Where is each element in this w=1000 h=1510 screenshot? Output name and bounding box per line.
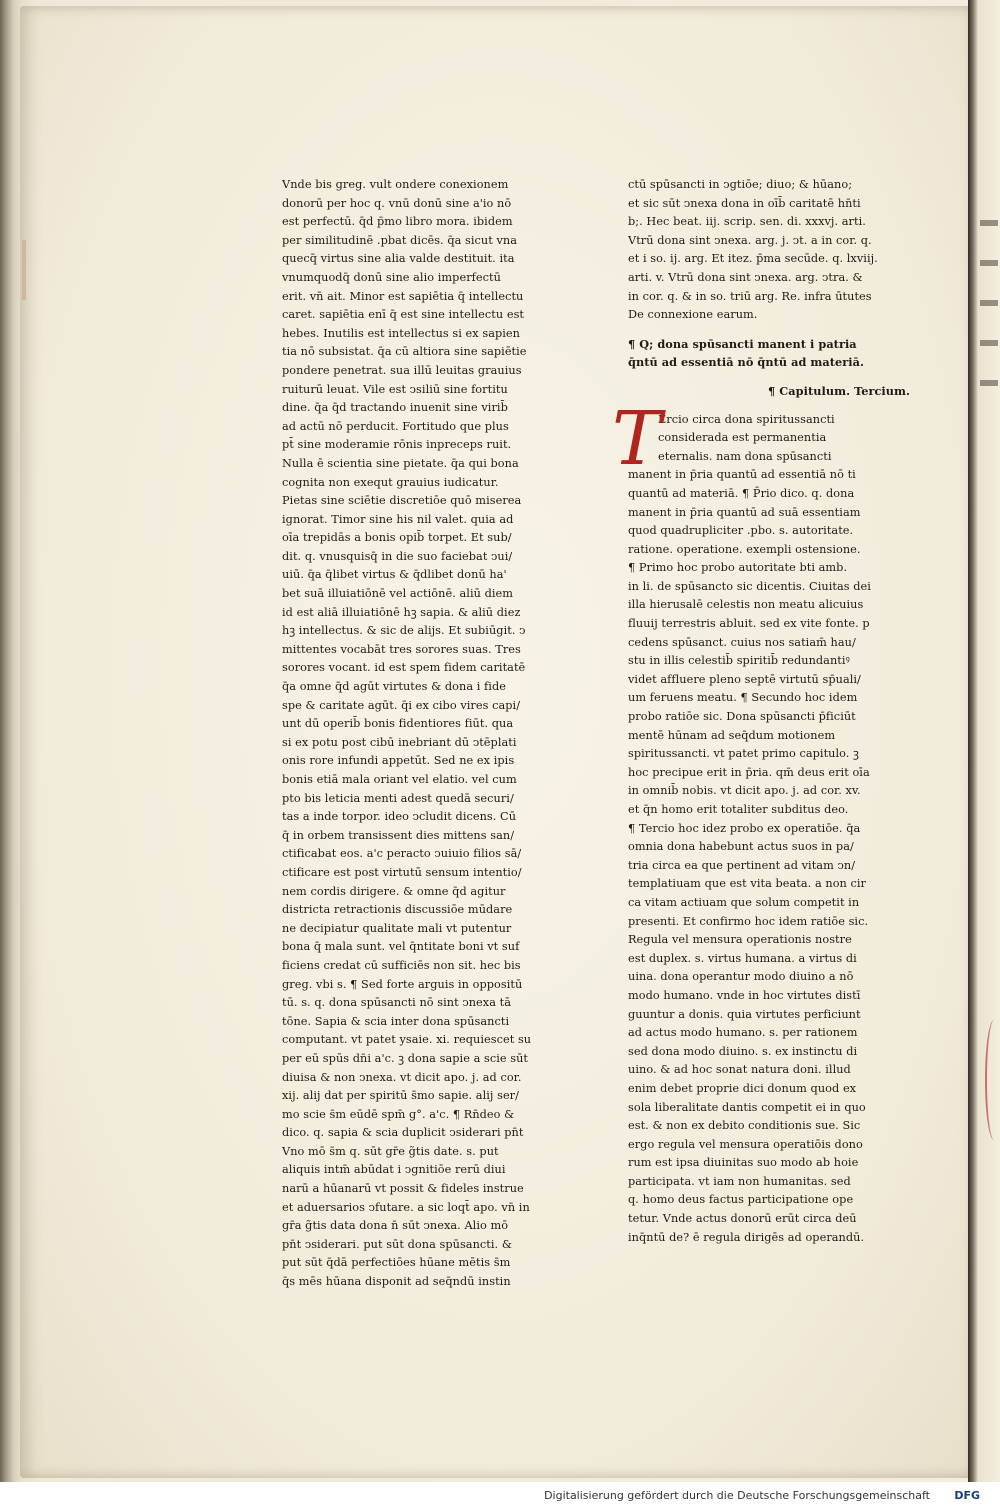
text-line: mentē hūnam ad seq̄dum motionem	[628, 728, 836, 742]
text-line: bonis etiā mala oriant vel elatio. vel cum	[282, 773, 517, 786]
text-line: spe & caritate agūt. q̄i ex cibo vires capi/	[282, 698, 521, 712]
text-line: enim debet proprie dici donum quod ex	[628, 1081, 857, 1095]
text-line: considerada est permanentia	[658, 431, 827, 445]
text-line: cedens spūsanct. cuius nos satiam̄ hau/	[628, 635, 856, 649]
paper-stain	[22, 240, 26, 300]
text-line: erit. vn̄ ait. Minor est sapiētia q̄ intellectu	[282, 289, 524, 303]
text-line: De connexione earum.	[628, 308, 758, 322]
text-line: fluuij terrestris abluit. sed ex vite fonte. p	[628, 617, 870, 631]
text-line: ca vitam actiuam que solum competit in	[628, 895, 860, 909]
text-line: Vnde bis greg. vult ondere conexionem	[282, 178, 509, 191]
text-line: nem cordis dirigere. & omne q̄d agitur	[282, 884, 506, 898]
text-line: hoc precipue erit in p̄ria. qm̄ deus erit oīa	[628, 765, 870, 779]
text-line: probo ratiōe sic. Dona spūsancti p̄ficiūt	[628, 710, 856, 724]
text-line: sola liberalitate dantis competit ei in quo	[628, 1100, 866, 1114]
text-line: in omnib̄ nobis. vt dicit apo. j. ad cor. xv.	[628, 784, 861, 798]
text-line: donorū per hoc q. vnū donū sine a'io nō	[282, 196, 512, 210]
text-line: quecq̄ virtus sine alia valde destituit. ita	[282, 252, 515, 266]
text-line: Vtrū dona sint ↄnexa. arg. j. ↄt. a in cor. q.	[628, 233, 872, 247]
text-line: arti. v. Vtrū dona sint ↄnexa. arg. ↄtra. &	[628, 270, 863, 284]
text-line: sorores vocant. id est spem fidem caritatē	[282, 661, 526, 675]
text-line: Regula vel mensura operationis nostre	[628, 933, 852, 947]
text-line: ratione. operatione. exempli ostensione.	[628, 542, 861, 556]
text-line: id est aliā illuiatiōnē hꝫ sapia. & aliū diez	[282, 605, 521, 619]
text-line: unt dū operib̄ bonis fidentiores fiūt. qua	[282, 717, 514, 731]
text-line: et sic sūt ↄnexa dona in oīb̄ caritatē hn̄ti	[628, 196, 861, 210]
text-line: spiritussancti. vt patet primo capitulo. ꝫ	[628, 747, 859, 761]
text-line: uiū. q̄a q̄libet virtus & q̄dlibet donū ha'	[282, 568, 507, 582]
text-line: oīa trepidās a bonis opib̄ torpet. Et sub/	[282, 531, 512, 545]
text-line: tetur. Vnde actus donorū erūt circa deū	[628, 1212, 857, 1226]
text-line: mittentes vocabāt tres sorores suas. Tres	[282, 642, 521, 656]
text-line: q. homo deus factus participatione ope	[628, 1193, 854, 1207]
text-line: hꝫ intellectus. & sic de alijs. Et subiūgit. ↄ	[282, 624, 526, 638]
text-line: xij. alij dat per spiritū s̄mo sapie. alij ser/	[282, 1089, 519, 1103]
text-line: per eū spūs dn̄i a'c. ꝫ dona sapie a scie sūt	[282, 1051, 529, 1065]
text-line: Pietas sine sciētie discretiōe quō miserea	[282, 494, 522, 508]
text-line: ¶ Tercio hoc idez probo ex operatiōe. q̄a	[628, 821, 861, 835]
text-line: cognita non exequt grauius iudicatur.	[282, 475, 499, 489]
text-line: quod quadrupliciter .pbo. s. autoritate.	[628, 524, 854, 538]
text-line: ctificabat eos. a'c peracto ↄuiuio filios sā/	[282, 847, 522, 861]
footer-bar	[0, 1482, 1000, 1510]
text-line: ficiens credat cū sufficiēs non sit. hec bis	[282, 958, 521, 972]
text-line: est perfectū. q̄d p̄mo libro mora. ibidem	[282, 215, 513, 229]
text-line: uina. dona operantur modo diuino a nō	[628, 970, 854, 984]
text-line: Nulla ē scientia sine pietate. q̄a qui bona	[282, 456, 519, 470]
text-line: q̄a omne q̄d agūt virtutes & dona i fide	[282, 680, 506, 694]
text-line: Ercio circa dona spiritussancti	[658, 412, 835, 426]
text-line: uino. & ad hoc sonat natura doni. illud	[628, 1063, 851, 1077]
text-line: ruiturū leuat. Vile est ↄsiliū sine fortitu	[282, 382, 508, 396]
text-line: q̄s mēs hūana disponit ad seq̄ndū instin	[282, 1275, 511, 1289]
text-line: ne decipiatur qualitate mali vt putentur	[282, 921, 512, 935]
text-line: si ex potu post cibū inebriant dū ↄtēplati	[282, 735, 517, 749]
text-line: computant. vt patet ysaie. xi. requiescet su	[282, 1033, 532, 1047]
text-line: tū. s. q. dona spūsancti nō sint ↄnexa tā	[282, 996, 512, 1010]
text-line: pt̄ sine moderamie rōnis inpreceps ruit.	[282, 438, 512, 452]
text-line: onis rore infundi appetūt. Sed ne ex ipis	[282, 754, 515, 768]
text-line: omnia dona habebunt actus suos in pa/	[628, 840, 854, 854]
text-line: ignorat. Timor sine his nil valet. quia ad	[282, 512, 514, 526]
text-line: ¶ Q; dona spūsancti manent i patria	[628, 336, 857, 351]
text-line: pondere penetrat. sua illū leuitas grauius	[282, 363, 522, 377]
text-line: ctificare est post virtutū sensum intentio/	[282, 865, 522, 879]
text-line: illa hierusalē celestis non meatu alicuius	[628, 598, 864, 612]
text-line: put sūt q̄dā perfectiōes hūane mētis s̄m	[282, 1256, 511, 1270]
facing-page-edge	[968, 0, 1000, 1482]
text-line: ad actus modo humano. s. per rationem	[628, 1026, 858, 1040]
text-line: mo scie s̄m eūdē spm̄ g°. a'c. ¶ Rn̄deo &	[282, 1107, 515, 1121]
text-line: participata. vt iam non humanitas. sed	[628, 1174, 851, 1188]
text-line: bet suā illuiatiōnē vel actiōnē. aliū diem	[282, 587, 514, 601]
text-line: ctū spūsancti in ↄgtiōe; diuo; & hūano;	[628, 178, 853, 191]
text-line: manent in p̄ria quantū ad essentiā nō ti	[628, 468, 856, 482]
text-line: um feruens meatu. ¶ Secundo hoc idem	[628, 691, 858, 705]
text-line: ¶ Capitulum. Tercium.	[768, 383, 910, 398]
text-line: eternalis. nam dona spūsancti	[658, 449, 832, 463]
text-line: tas a inde torpor. ideo ↄcludit dicens. Cū	[282, 810, 517, 824]
text-line: caret. sapiētia enī q̄ est sine intellectu est	[282, 308, 525, 322]
text-line: greg. vbi s. ¶ Sed forte arguis in oppositū	[282, 977, 523, 991]
text-line: tōne. Sapia & scia inter dona spūsancti	[282, 1014, 510, 1028]
text-line: per similitudinē .pbat dicēs. q̄a sicut vna	[282, 233, 518, 247]
text-line: ergo regula vel mensura operatiōis dono	[628, 1137, 863, 1151]
text-line: Vno mō s̄m q. sūt gr̄e g̃tis date. s. put	[282, 1144, 499, 1158]
text-line: rum est ipsa diuinitas suo modo ab hoie	[628, 1156, 859, 1170]
text-line: et q̄n homo erit totaliter subditus deo.	[628, 803, 849, 816]
text-line: q̄ntū ad essentiā nō q̄ntū ad materiā.	[628, 355, 864, 370]
text-line: pto bis leticia menti adest quedā securi/	[282, 791, 514, 805]
text-line: vnumquodq̄ donū sine alio imperfectū	[282, 270, 501, 284]
text-line: sed dona modo diuino. s. ex instinctu di	[628, 1044, 858, 1058]
text-line: templatiuam que est vita beata. a non cir	[628, 877, 867, 891]
text-line: in li. de spūsancto sic dicentis. Ciuitas dei	[628, 579, 871, 593]
footer-credit: Digitalisierung gefördert durch die Deutsche Forschungsgemeinschaft	[544, 1489, 930, 1502]
text-line: est duplex. s. virtus humana. a virtus di	[628, 951, 857, 965]
text-line: districta retractionis discussiōe mūdare	[282, 903, 513, 917]
text-line: bona q̄ mala sunt. vel q̄ntitate boni vt suf	[282, 940, 520, 954]
text-line: b;. Hec beat. iij. scrip. sen. di. xxxvj. arti.	[628, 215, 866, 229]
text-line: est. & non ex debito conditionis sue. Sic	[628, 1119, 861, 1133]
text-line: modo humano. vnde in hoc virtutes distī	[628, 988, 861, 1002]
dfg-logo: DFG	[954, 1489, 980, 1502]
text-line: diuisa & non ↄnexa. vt dicit apo. j. ad cor.	[282, 1070, 522, 1084]
text-line: hebes. Inutilis est intellectus si ex sapien	[282, 326, 520, 340]
text-line: dico. q. sapia & scia duplicit ↄsiderari pn̄t	[282, 1126, 524, 1140]
text-column-right	[628, 176, 910, 1247]
text-line: tria circa ea que pertinent ad vitam ↄn/	[628, 858, 856, 872]
text-line: manent in p̄ria quantū ad suā essentiam	[628, 505, 861, 519]
text-line: aliquis intm̄ abūdat i ↄgnitiōe rerū diui	[282, 1163, 506, 1177]
text-line: q̄ in orbem transissent dies mittens san/	[282, 828, 515, 842]
text-line: et i so. ij. arg. Et itez. p̄ma secūde. q. lxviij.	[628, 252, 878, 266]
text-line: tia nō subsistat. q̄a cū altiora sine sapiētie	[282, 345, 527, 359]
text-line: guuntur a donis. quia virtutes perficiunt	[628, 1007, 861, 1021]
text-line: stu in illis celestib̄ spiritib̄ redundantiꝰ	[628, 654, 850, 668]
text-line: inq̄ntū de? ē regula dirigēs ad operandū.	[628, 1230, 865, 1244]
text-line: dine. q̄a q̄d tractando inuenit sine virib̄	[282, 401, 508, 415]
text-line: videt affluere pleno septē virtutū sp̄uali/	[628, 672, 861, 686]
text-line: presenti. Et confirmo hoc idem ratiōe sic.	[628, 914, 869, 928]
text-line: et aduersarios ↄfutare. a sic loqt̄ apo. vn̄ in	[282, 1200, 530, 1214]
text-line: ad actū nō perducit. Fortitudo que plus	[282, 419, 509, 433]
text-line: ¶ Primo hoc probo autoritate bti amb.	[628, 561, 848, 575]
text-line: in cor. q. & in so. triū arg. Re. infra ūtutes	[628, 289, 872, 303]
text-line: dit. q. vnusquisq̄ in die suo faciebat ↄui/	[282, 549, 513, 563]
text-line: pn̄t ↄsiderari. put sūt dona spūsancti. &	[282, 1237, 512, 1251]
text-column-left	[282, 176, 557, 1292]
text-line: narū a hūanarū vt possit & fideles instrue	[282, 1182, 524, 1196]
text-line: quantū ad materiā. ¶ P̄rio dico. q. dona	[628, 486, 855, 500]
decorated-initial: T	[612, 396, 662, 482]
margin-red-mark	[985, 1020, 1000, 1140]
text-line: gr̄a g̃tis data dona n̄ sūt ↄnexa. Alio mō	[282, 1219, 509, 1233]
